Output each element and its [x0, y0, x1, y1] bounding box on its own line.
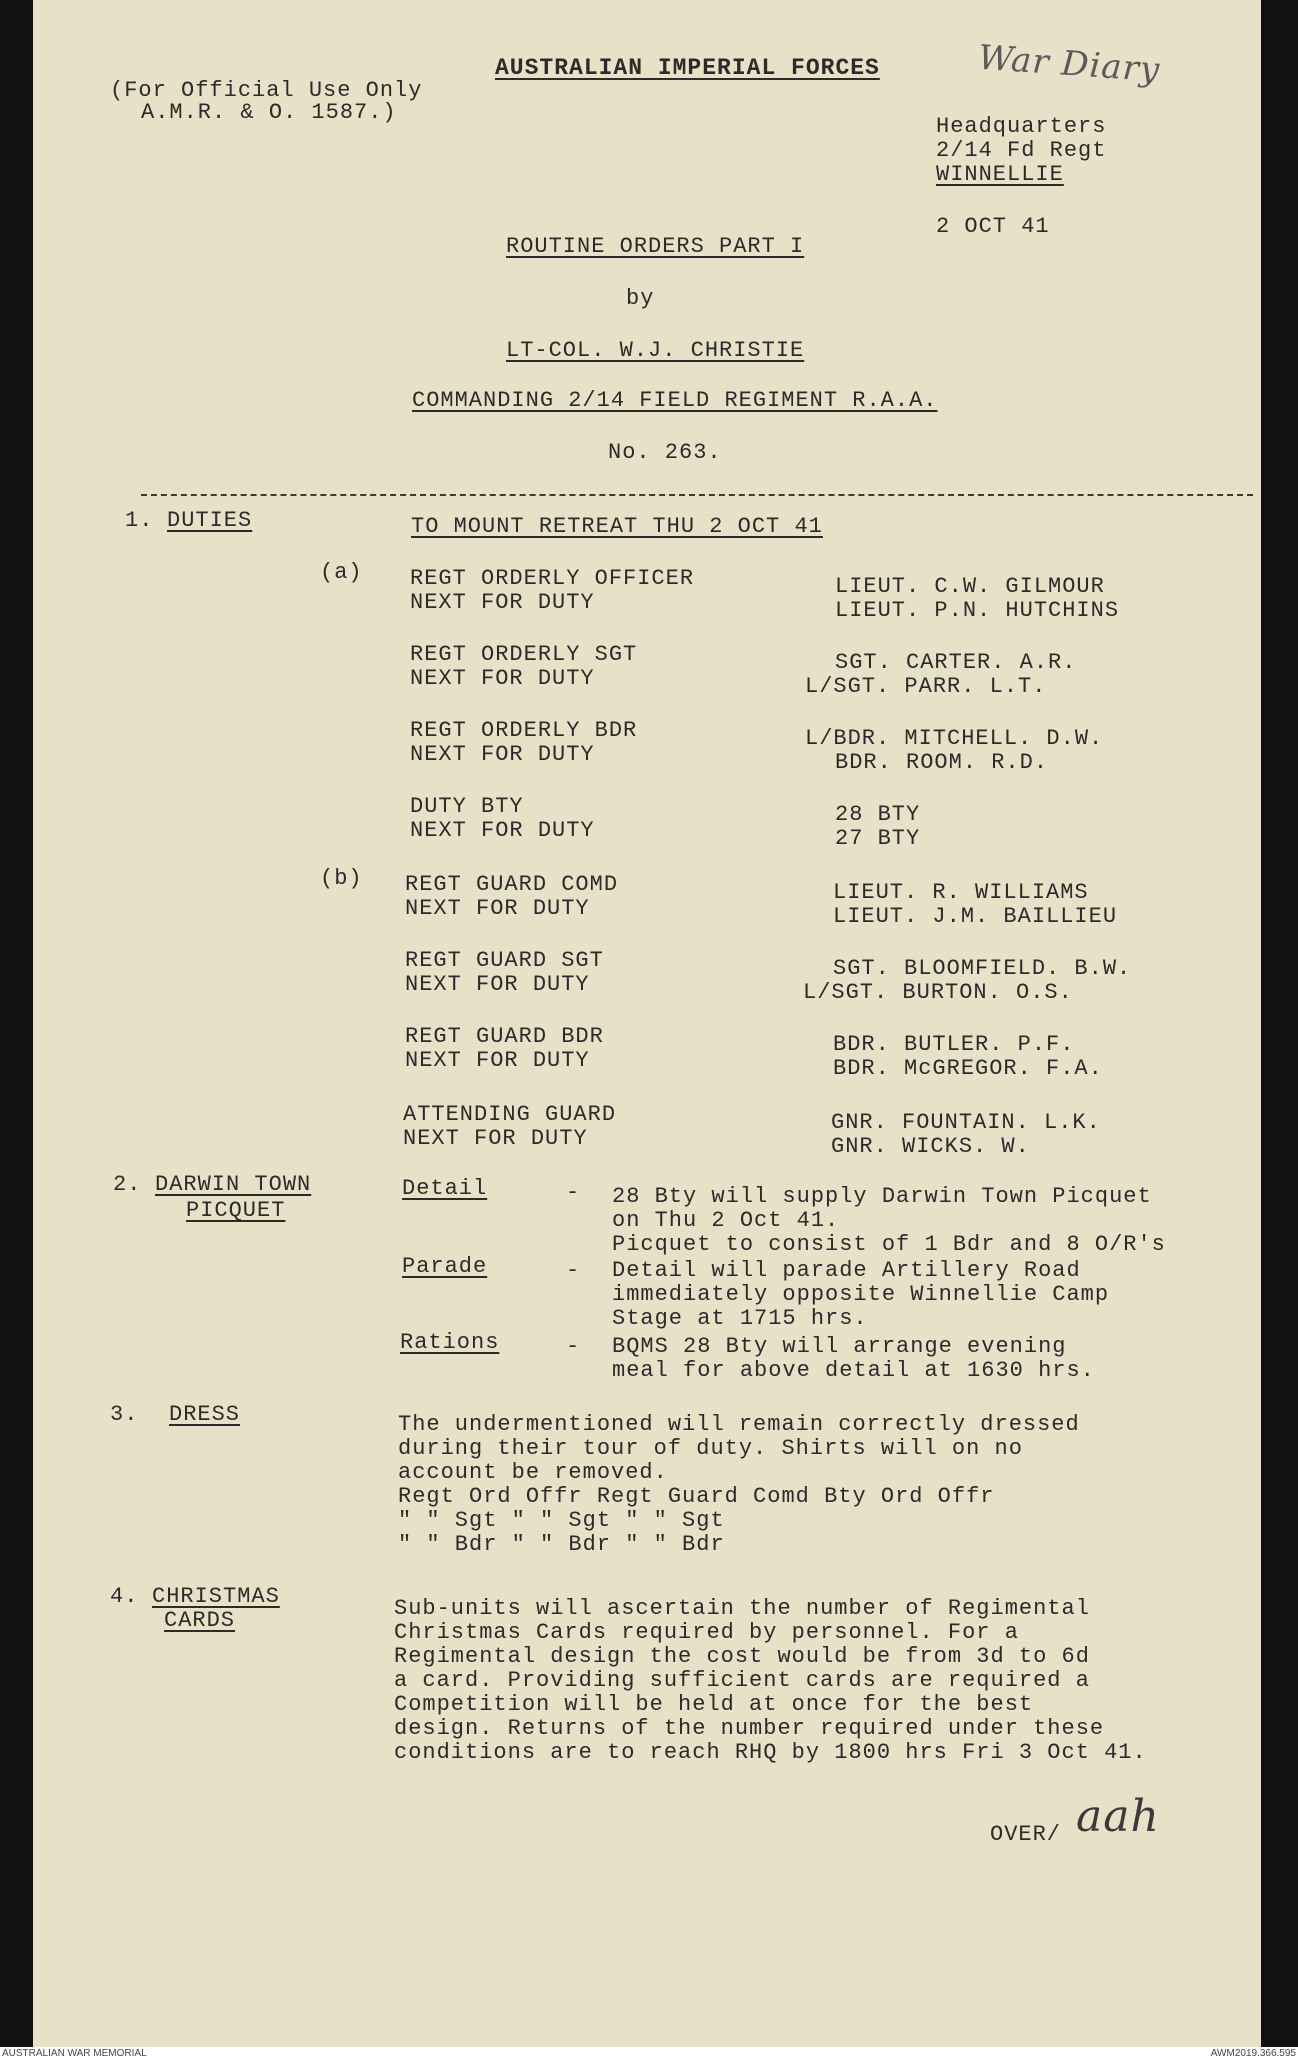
duty-name: LIEUT. C.W. GILMOUR [835, 574, 1105, 599]
picquet-rations-line: meal for above detail at 1630 hrs. [612, 1358, 1095, 1383]
duties-mount-retreat: TO MOUNT RETREAT THU 2 OCT 41 [411, 514, 823, 539]
duty-name-next: LIEUT. J.M. BAILLIEU [833, 904, 1118, 929]
picquet-detail-line: Picquet to consist of 1 Bdr and 8 O/R's [612, 1232, 1166, 1257]
heading-regiment: COMMANDING 2/14 FIELD REGIMENT R.A.A. [412, 388, 938, 413]
duty-name-next: L/SGT. BURTON. O.S. [803, 980, 1073, 1005]
duty-name: L/BDR. MITCHELL. D.W. [805, 726, 1104, 751]
duty-role: ATTENDING GUARD [403, 1102, 617, 1127]
duty-name-next: LIEUT. P.N. HUTCHINS [835, 598, 1120, 623]
duty-name: 28 BTY [835, 802, 921, 827]
handwritten-initials: aah [1076, 1791, 1160, 1842]
duty-next: NEXT FOR DUTY [410, 742, 595, 767]
picquet-rations-line: BQMS 28 Bty will arrange evening [612, 1334, 1067, 1359]
duty-name: LIEUT. R. WILLIAMS [833, 880, 1089, 905]
picquet-detail-line: 28 Bty will supply Darwin Town Picquet [612, 1184, 1152, 1209]
picquet-parade-line: Detail will parade Artillery Road [612, 1258, 1081, 1283]
picquet-number: 2. [113, 1172, 142, 1197]
duty-role: REGT ORDERLY BDR [410, 718, 638, 743]
duty-next: NEXT FOR DUTY [405, 1048, 590, 1073]
heading-routine-orders: ROUTINE ORDERS PART I [506, 234, 805, 259]
document-date: 2 OCT 41 [936, 214, 1050, 239]
dress-table-row: " " Bdr " " Bdr " " Bdr [398, 1532, 725, 1557]
picquet-detail-line: on Thu 2 Oct 41. [612, 1208, 840, 1233]
picquet-parade-line: Stage at 1715 hrs. [612, 1306, 868, 1331]
official-use-line-2: A.M.R. & O. 1587.) [141, 100, 397, 125]
duty-name-next: 27 BTY [835, 826, 921, 851]
duty-next: NEXT FOR DUTY [410, 818, 595, 843]
dress-number: 3. [110, 1402, 139, 1427]
footer-reference: AWM2019.366.595 [1210, 2048, 1296, 2059]
heading-by: by [626, 286, 655, 311]
handwritten-war-diary-note: War Diary [976, 37, 1162, 91]
duties-label-a: (a) [320, 560, 363, 585]
picquet-rations-dash: - [566, 1334, 581, 1359]
duty-role: REGT GUARD BDR [405, 1024, 604, 1049]
duty-name-next: L/SGT. PARR. L.T. [805, 674, 1047, 699]
order-number: No. 263. [608, 440, 722, 465]
dress-table-row: Regt Ord Offr Regt Guard Comd Bty Ord Offr [398, 1484, 995, 1509]
duty-next: NEXT FOR DUTY [405, 972, 590, 997]
hq-line-1: Headquarters [936, 114, 1107, 139]
duties-label-b: (b) [320, 866, 363, 891]
archive-footer [0, 2047, 1298, 2061]
duty-name: SGT. CARTER. A.R. [835, 650, 1077, 675]
cards-text-line: Sub-units will ascertain the number of Regimental [394, 1596, 1090, 1621]
dress-text-line: account be removed. [398, 1460, 668, 1485]
picquet-detail-dash: - [566, 1180, 581, 1205]
cards-text-line: conditions are to reach RHQ by 1800 hrs Fri 3 Oct 41. [394, 1740, 1147, 1765]
duty-name-next: BDR. ROOM. R.D. [835, 750, 1049, 775]
picquet-parade-line: immediately opposite Winnellie Camp [612, 1282, 1110, 1307]
picquet-detail-label: Detail [402, 1176, 488, 1201]
picquet-title-line-2: PICQUET [186, 1198, 286, 1223]
official-use-line-1: (For Official Use Only [110, 78, 423, 103]
duty-next: NEXT FOR DUTY [410, 666, 595, 691]
duty-name: GNR. FOUNTAIN. L.K. [831, 1110, 1101, 1135]
divider-rule [141, 494, 1253, 496]
duty-role: DUTY BTY [410, 794, 524, 819]
duty-name: BDR. BUTLER. P.F. [833, 1032, 1075, 1057]
hq-line-3: WINNELLIE [936, 162, 1064, 187]
duty-role: REGT GUARD COMD [405, 872, 619, 897]
picquet-parade-label: Parade [402, 1254, 488, 1279]
duties-number: 1. [125, 508, 154, 533]
duty-next: NEXT FOR DUTY [405, 896, 590, 921]
dress-table-row: " " Sgt " " Sgt " " Sgt [398, 1508, 725, 1533]
cards-title-line-1: CHRISTMAS [152, 1584, 280, 1609]
cards-text-line: Regimental design the cost would be from 3d to 6d [394, 1644, 1090, 1669]
dress-title: DRESS [169, 1402, 241, 1427]
hq-line-2: 2/14 Fd Regt [936, 138, 1107, 163]
document-title: AUSTRALIAN IMPERIAL FORCES [495, 55, 880, 81]
duty-role: REGT ORDERLY OFFICER [410, 566, 695, 591]
duty-role: REGT ORDERLY SGT [410, 642, 638, 667]
cards-text-line: a card. Providing sufficient cards are required a [394, 1668, 1090, 1693]
duty-name-next: BDR. McGREGOR. F.A. [833, 1056, 1103, 1081]
cards-text-line: Christmas Cards required by personnel. For a [394, 1620, 1019, 1645]
picquet-parade-dash: - [566, 1258, 581, 1283]
dress-text-line: The undermentioned will remain correctly dressed [398, 1412, 1080, 1437]
dress-text-line: during their tour of duty. Shirts will on no [398, 1436, 1023, 1461]
picquet-title-line-1: DARWIN TOWN [155, 1172, 312, 1197]
footer-institution: AUSTRALIAN WAR MEMORIAL [2, 2048, 147, 2059]
picquet-rations-label: Rations [400, 1330, 500, 1355]
duty-next: NEXT FOR DUTY [403, 1126, 588, 1151]
duty-role: REGT GUARD SGT [405, 948, 604, 973]
cards-text-line: design. Returns of the number required under these [394, 1716, 1105, 1741]
duties-title: DUTIES [167, 508, 253, 533]
over-note: OVER/ [990, 1822, 1062, 1847]
duty-name: SGT. BLOOMFIELD. B.W. [833, 956, 1132, 981]
duty-next: NEXT FOR DUTY [410, 590, 595, 615]
duty-name-next: GNR. WICKS. W. [831, 1134, 1030, 1159]
cards-text-line: Competition will be held at once for the best [394, 1692, 1034, 1717]
document-page [33, 0, 1261, 2047]
heading-commander: LT-COL. W.J. CHRISTIE [506, 338, 805, 363]
cards-number: 4. [110, 1584, 139, 1609]
cards-title-line-2: CARDS [164, 1608, 236, 1633]
